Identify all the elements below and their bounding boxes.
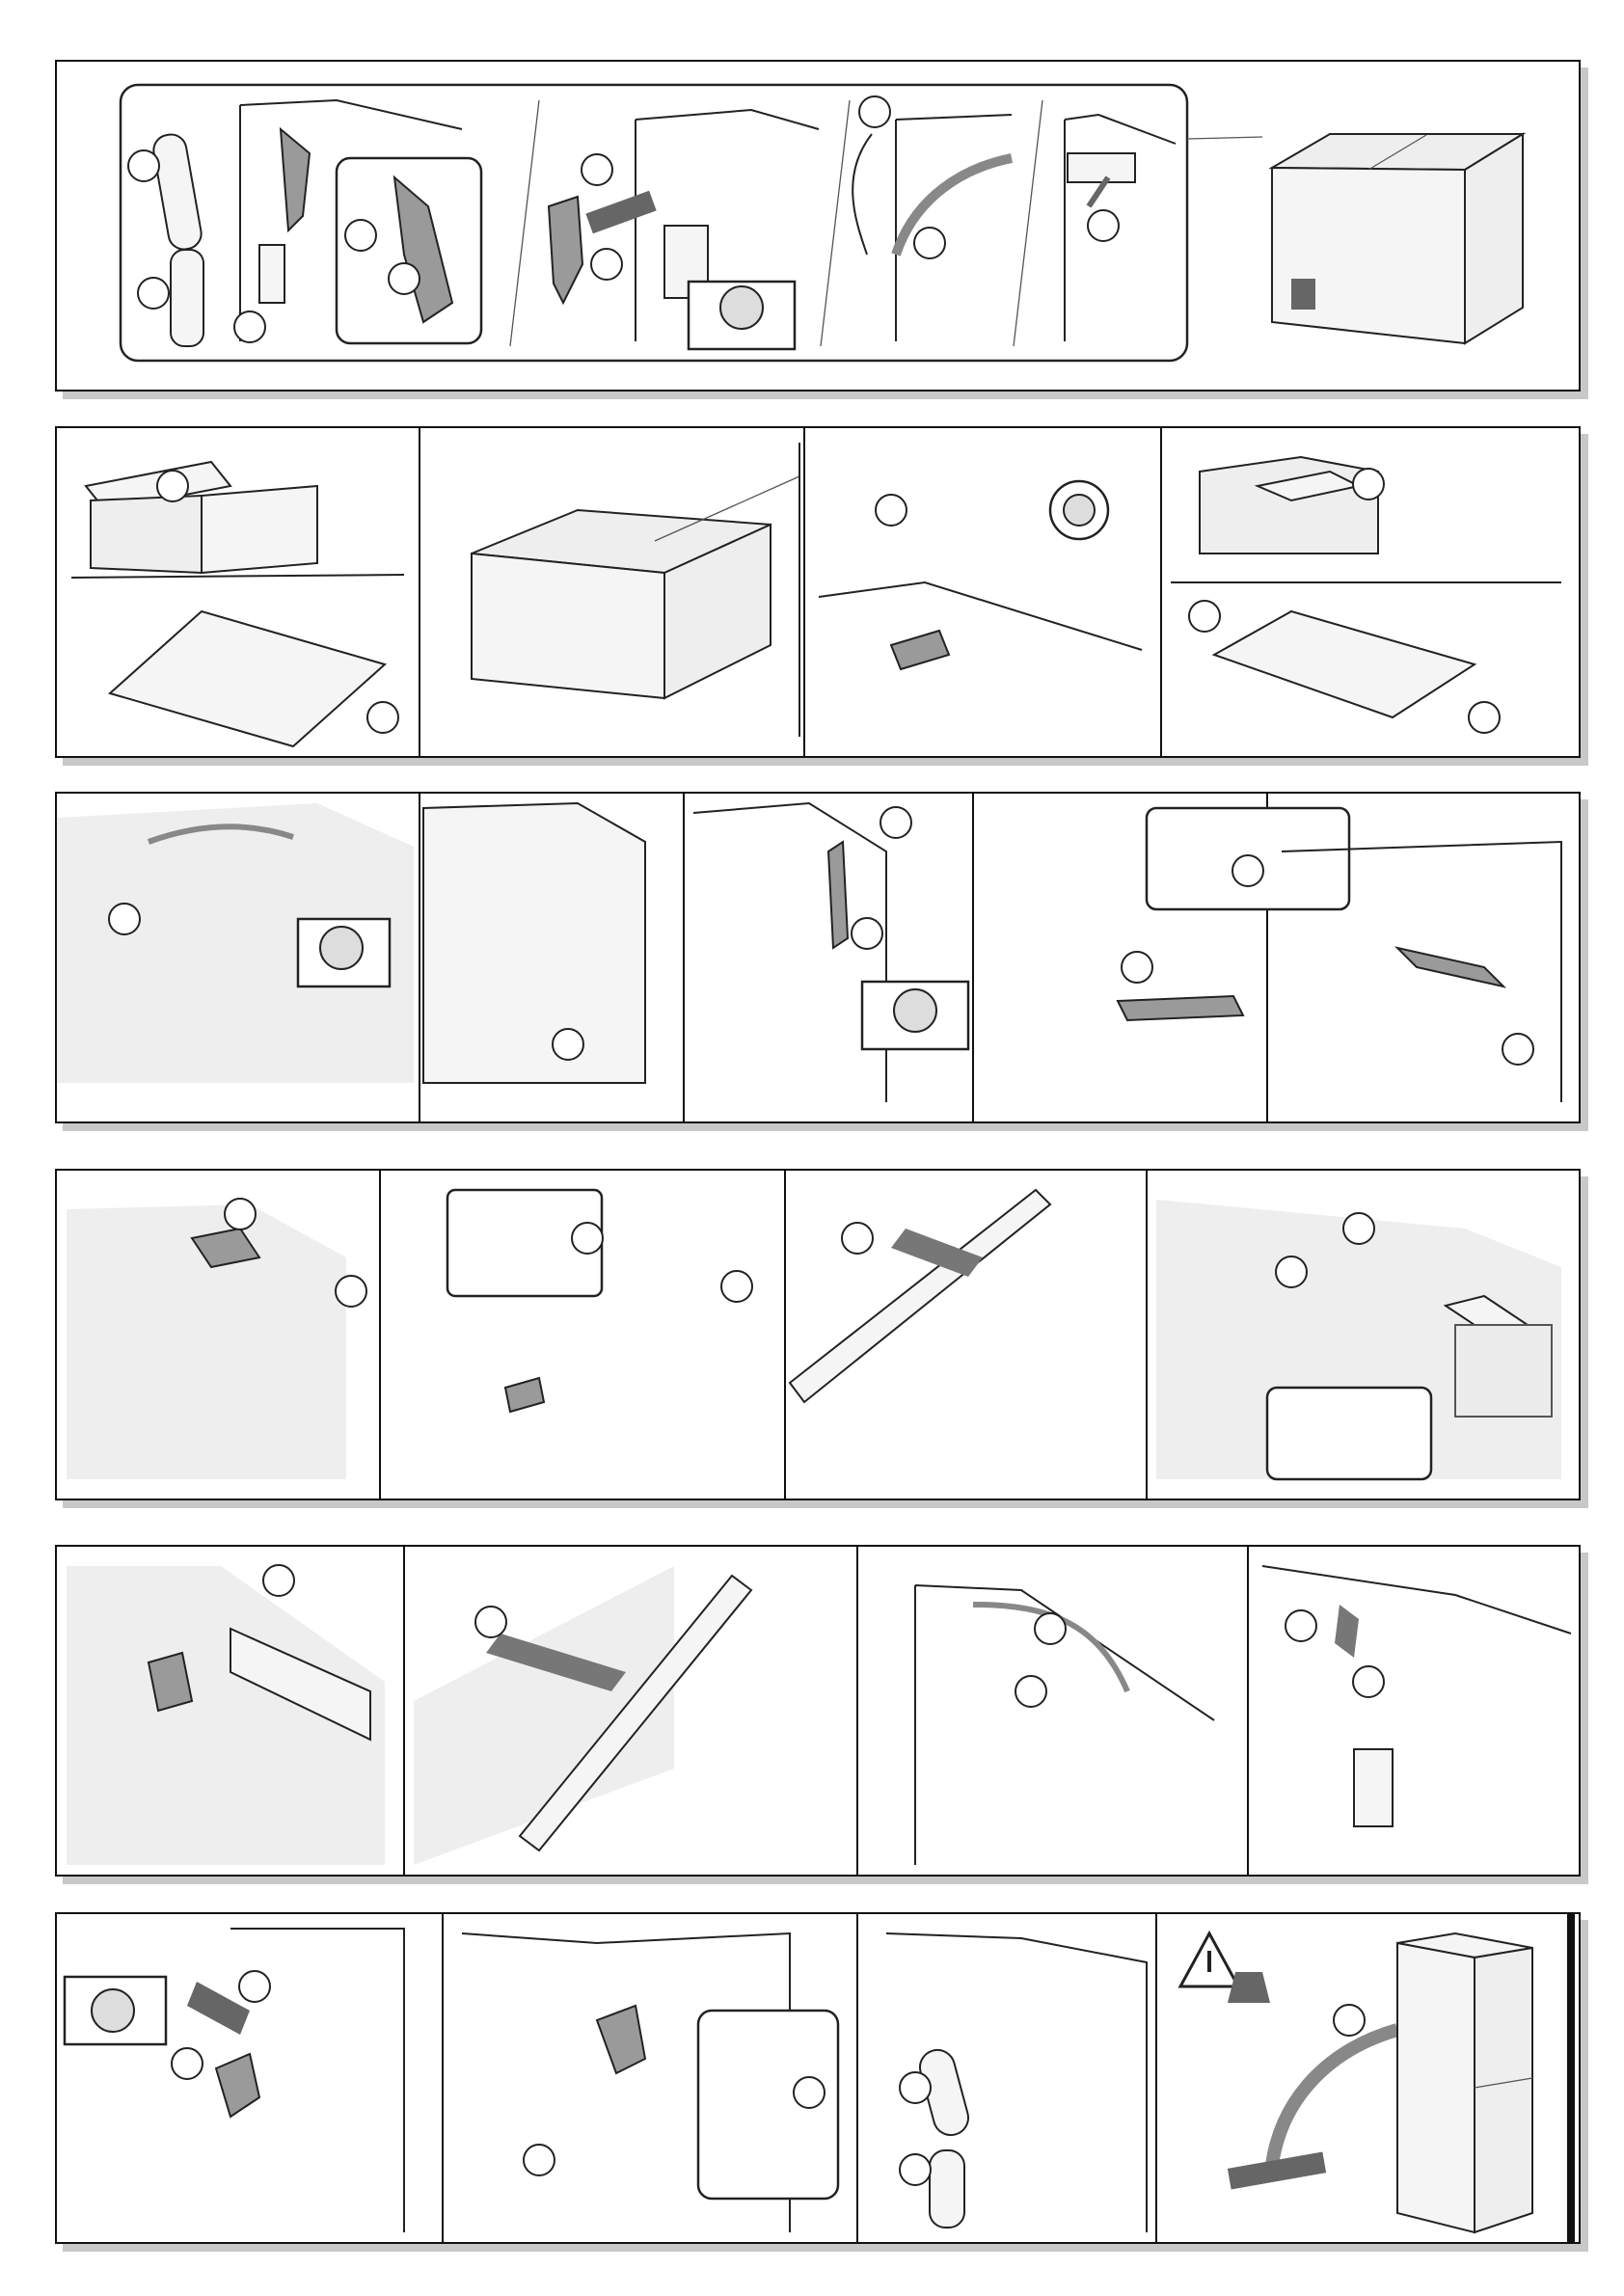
step-11-drawing xyxy=(423,803,645,1083)
step-group-frame xyxy=(121,85,1187,361)
instruction-row-1 xyxy=(55,60,1581,392)
step-callout-circle xyxy=(336,1276,366,1307)
step-callout-circle xyxy=(1035,1613,1066,1644)
row-3-illustration xyxy=(57,794,1579,1121)
step-10-drawing xyxy=(57,803,414,1083)
step-callout-circle xyxy=(591,249,622,280)
row-1-illustration xyxy=(57,62,1579,390)
instruction-row-4 xyxy=(55,1169,1581,1500)
step-callout-circle xyxy=(1232,855,1263,886)
instruction-row-2 xyxy=(55,426,1581,758)
step-callout-circle xyxy=(914,228,945,258)
step-callout-circle xyxy=(172,2048,203,2079)
step-callout-circle xyxy=(1189,601,1220,632)
step-6-drawing xyxy=(71,462,404,746)
callout-1c xyxy=(234,311,265,342)
torx-screw-icon xyxy=(320,927,363,969)
step-callout-circle xyxy=(900,2154,931,2185)
step-callout-circle xyxy=(367,702,398,733)
step-callout-circle xyxy=(553,1029,583,1060)
instruction-row-6 xyxy=(55,1912,1581,2244)
torx-screw-icon xyxy=(720,286,763,329)
step-20-drawing xyxy=(414,1566,751,1865)
step-7-drawing xyxy=(472,443,799,737)
torx-screw-icon xyxy=(92,1989,134,2032)
step-15-drawing xyxy=(67,1199,366,1479)
step-callout-circle xyxy=(524,2145,555,2175)
plastic-bag-icon xyxy=(1455,1325,1552,1417)
step-callout-circle xyxy=(1286,1610,1316,1641)
step-callout-circle xyxy=(1276,1256,1307,1287)
step-callout-circle xyxy=(109,904,140,934)
step-callout-circle xyxy=(794,2077,825,2108)
step-callout-circle xyxy=(225,1199,256,1229)
step-callout-circle xyxy=(880,807,911,838)
step-callout-circle xyxy=(572,1223,603,1254)
step-callout-circle xyxy=(239,1971,270,2002)
step-callout-circle xyxy=(475,1607,506,1637)
callout-1a xyxy=(128,150,159,181)
step-callout-circle xyxy=(389,263,420,294)
step-19-drawing xyxy=(67,1565,385,1865)
callout-1b xyxy=(138,278,169,309)
detail-inset-4 xyxy=(1267,1388,1431,1479)
step-callout-circle xyxy=(157,471,188,501)
step-callout-circle xyxy=(1015,1676,1046,1707)
step-callout-circle xyxy=(842,1223,873,1254)
torx-screw-icon xyxy=(1064,495,1095,526)
step-26-drawing xyxy=(1180,1914,1571,2242)
step-18-drawing xyxy=(1156,1200,1561,1479)
step-callout-circle xyxy=(582,154,612,185)
step-5-drawing xyxy=(1187,134,1523,343)
step-9-drawing xyxy=(1171,457,1561,733)
step-callout-circle xyxy=(900,2072,931,2103)
step-25-drawing xyxy=(886,1933,1147,2232)
step-8-drawing xyxy=(819,481,1142,669)
instruction-row-3 xyxy=(55,792,1581,1123)
step-17-drawing xyxy=(790,1190,1050,1402)
step-callout-circle xyxy=(263,1565,294,1596)
hinge-cover-lower xyxy=(171,250,203,346)
row-5-illustration xyxy=(57,1547,1579,1875)
step-24-drawing xyxy=(462,1933,838,2232)
step-callout-circle xyxy=(1469,702,1500,733)
row-6-illustration xyxy=(57,1914,1579,2242)
step-callout-circle xyxy=(1353,469,1384,500)
step-callout-circle xyxy=(1122,952,1152,983)
step-callout-circle xyxy=(859,96,890,127)
step-callout-circle xyxy=(1334,2005,1365,2036)
step-16-drawing xyxy=(447,1190,752,1412)
step-callout-circle xyxy=(852,918,882,949)
step-13-drawing xyxy=(1118,808,1349,1020)
step-23-drawing xyxy=(65,1929,404,2232)
step-callout-circle xyxy=(721,1271,752,1302)
row-4-illustration xyxy=(57,1171,1579,1499)
step-12-drawing xyxy=(693,803,968,1102)
instruction-row-5 xyxy=(55,1545,1581,1877)
step-callout-circle xyxy=(876,495,907,526)
row-2-illustration xyxy=(57,428,1579,756)
step-callout-circle xyxy=(345,220,376,251)
step-callout-circle xyxy=(1502,1034,1533,1065)
step-callout-circle xyxy=(1343,1213,1374,1244)
step-21-drawing xyxy=(915,1585,1214,1865)
step-callout-circle xyxy=(1353,1666,1384,1697)
torx-screw-icon xyxy=(894,989,936,1032)
step-22-drawing xyxy=(1262,1566,1571,1826)
step-callout-circle xyxy=(1088,210,1119,241)
